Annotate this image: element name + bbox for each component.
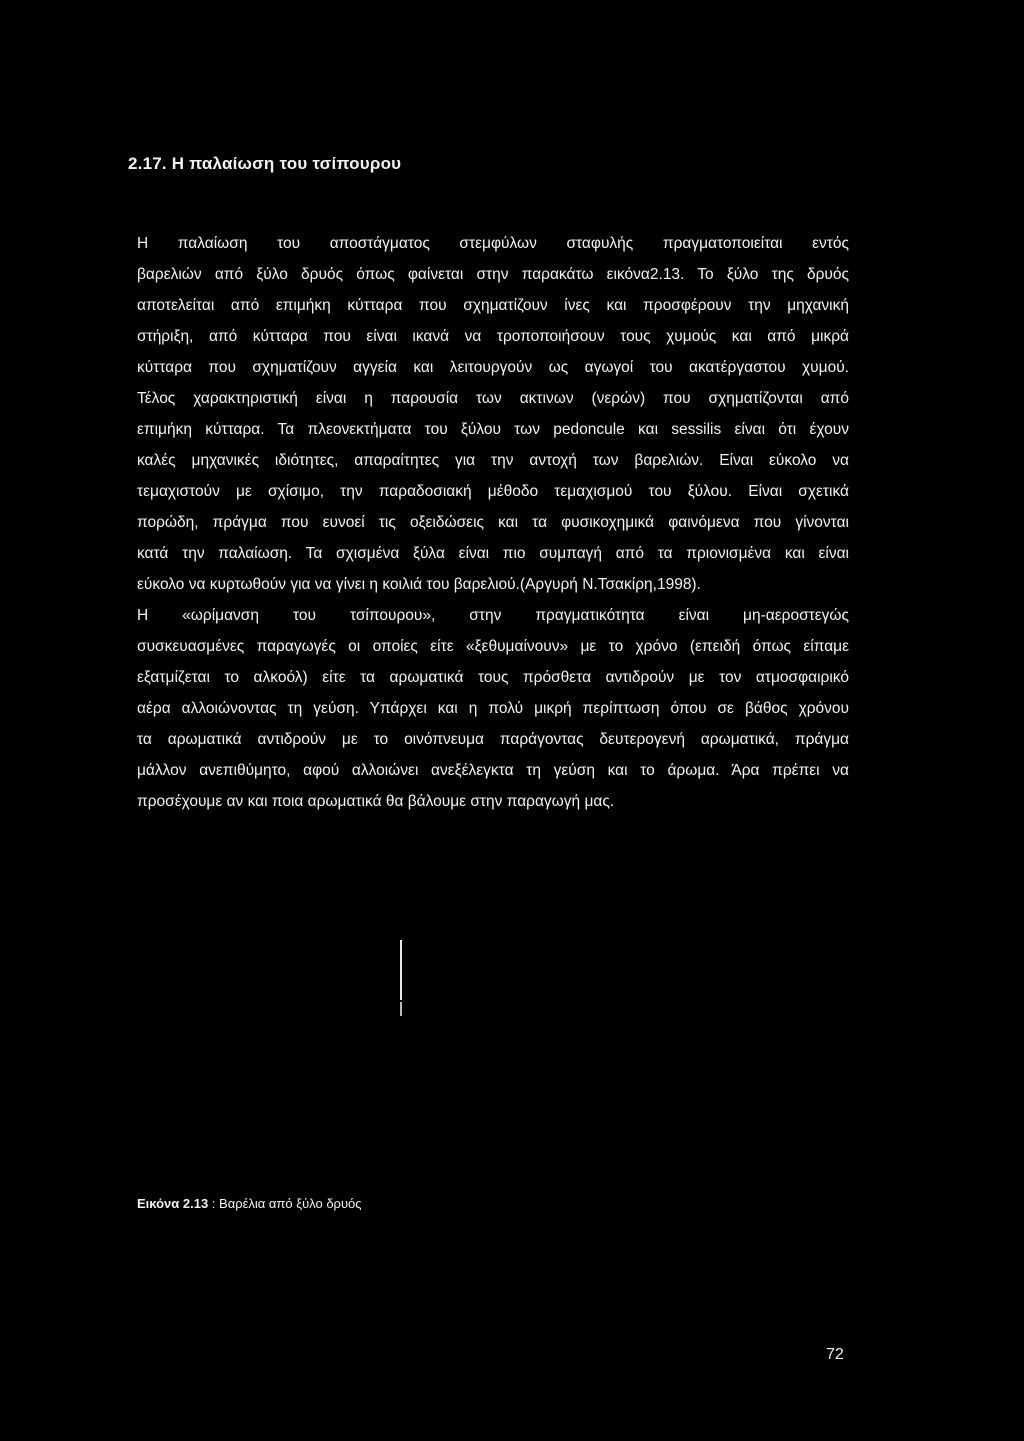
text-line: επιμήκη κύτταρα. Τα πλεονεκτήματα του ξύλου των pedoncule και sessilis είναι ότι έχουν <box>137 421 849 438</box>
paragraph-1 <box>137 228 849 600</box>
text-line: Τέλος χαρακτηριστική είναι η παρουσία των ακτινων (νερών) που σχηματίζονται από <box>137 390 849 407</box>
paragraph-2 <box>137 600 849 817</box>
text-line: τεμαχιστούν με σχίσιμο, την παραδοσιακή μέθοδο τεμαχισμού του ξύλου. Είναι σχετικά <box>137 483 849 500</box>
text-line: τα αρωματικά αντιδρούν με το οινόπνευμα παράγοντας δευτερογενή αρωματικά, πράγμα <box>137 731 849 748</box>
text-line: μάλλον ανεπιθύμητο, αφού αλλοιώνει ανεξέλεγκτα τη γεύση και το άρωμα. Άρα πρέπει να <box>137 762 849 779</box>
text-line: καλές μηχανικές ιδιότητες, απαραίτητες για την αντοχή των βαρελιών. Είναι εύκολο να <box>137 452 849 469</box>
text-line: αποτελείται από επιμήκη κύτταρα που σχηματίζουν ίνες και προσφέρουν την μηχανική <box>137 297 849 314</box>
text-line: εύκολο να κυρτωθούν για να γίνει η κοιλιά του βαρελιού.(Αργυρή Ν.Τσακίρη,1998). <box>137 576 701 593</box>
text-line: αέρα αλλοιώνοντας τη γεύση. Υπάρχει και η πολύ μικρή περίπτωση όπου σε βάθος χρόνου <box>137 700 849 717</box>
text-line: προσέχουμε αν και ποια αρωματικά θα βάλουμε στην παραγωγή μας. <box>137 793 615 810</box>
image-artifact-line <box>400 1002 402 1016</box>
figure-caption-label: Εικόνα 2.13 <box>137 1196 209 1211</box>
text-line: συσκευασμένες παραγωγές οι οποίες είτε «ξεθυμαίνουν» με το χρόνο (επειδή όπως είπαμε <box>137 638 849 655</box>
image-artifact-line <box>400 940 402 1000</box>
figure-caption <box>137 1196 362 1211</box>
text-line: πορώδη, πράγμα που ευνοεί τις οξειδώσεις και τα φυσικοχημικά φαινόμενα που γίνονται <box>137 514 849 531</box>
figure-image <box>395 940 415 1020</box>
text-line: Η παλαίωση του αποστάγματος στεμφύλων σταφυλής πραγματοποιείται εντός <box>137 235 849 252</box>
text-line: εξατμίζεται το αλκοόλ) είτε τα αρωματικά τους πρόσθετα αντιδρούν με τον ατμοσφαιρικό <box>137 669 849 686</box>
text-line: κύτταρα που σχηματίζουν αγγεία και λειτουργούν ως αγωγοί του ακατέργαστου χυμού. <box>137 359 849 376</box>
text-line: βαρελιών από ξύλο δρυός όπως φαίνεται στην παρακάτω εικόνα2.13. Το ξύλο της δρυός <box>137 266 849 283</box>
page-number: 72 <box>826 1346 844 1363</box>
figure-caption-text: : Βαρέλια από ξύλο δρυός <box>208 1196 362 1211</box>
section-heading: 2.17. Η παλαίωση του τσίπουρου <box>128 154 402 173</box>
text-line: Η «ωρίμανση του τσίπουρου», στην πραγματικότητα είναι μη-αεροστεγώς <box>137 607 849 624</box>
text-line: στήριξη, από κύτταρα που είναι ικανά να τροποποιήσουν τους χυμούς και από μικρά <box>137 328 849 345</box>
body-text <box>137 228 849 817</box>
text-line: κατά την παλαίωση. Τα σχισμένα ξύλα είναι πιο συμπαγή από τα πριονισμένα και είναι <box>137 545 849 562</box>
